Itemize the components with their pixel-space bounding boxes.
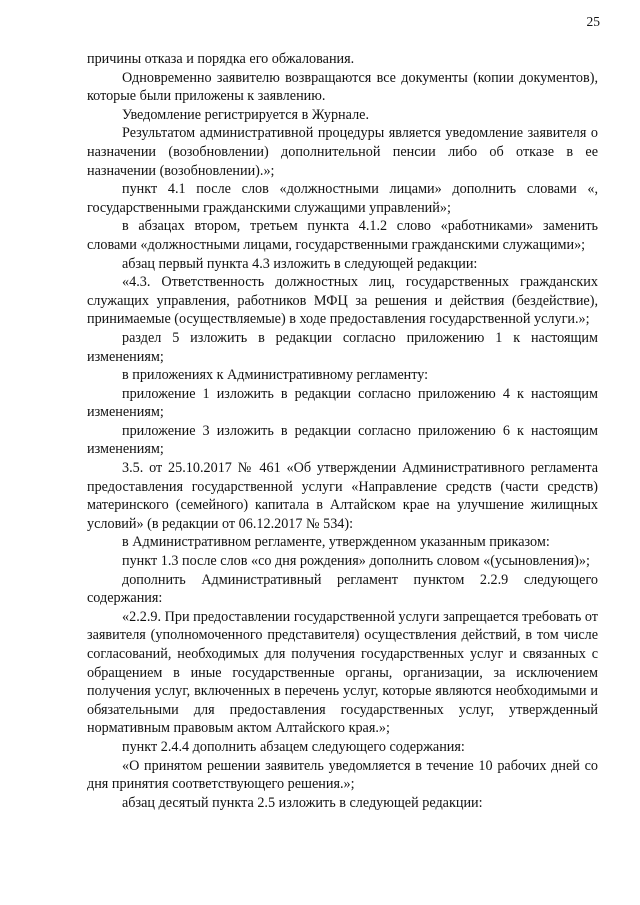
paragraph: пункт 1.3 после слов «со дня рождения» дополнить словом «(усыновления)»; — [122, 553, 590, 570]
paragraph: в приложениях к Административному регламенту: — [122, 367, 429, 384]
paragraph: «2.2.9. При предоставлении государственной услуги запрещается требовать от заявителя (уполномоченного представителя) осуществления действий, в том числе согласований, необходимых для получения государственных услуг и связанных с обращением в иные государственные органы, организации, за исключением получения услуг, включенных в перечень услуг, которые являются необходимыми и обязательными для предоставления государственных услуг, утвержденный нормативным правовым актом Алтайского края.»; — [87, 608, 598, 737]
paragraph: приложение 1 изложить в редакции согласно приложению 4 к настоящим изменениям; — [87, 385, 598, 421]
paragraph: в абзацах втором, третьем пункта 4.1.2 слово «работниками» заменить словами «должностными лицами, государственными гражданскими служащими»; — [87, 218, 598, 253]
paragraph: 3.5. от 25.10.2017 № 461 «Об утверждении Административного регламента предоставления государственной услуги «Направление средств (части средств) материнского (семейного) капитала в Алтайском крае на улучшение жилищных условий» (в редакции от 06.12.2017 № 534): — [87, 460, 598, 532]
paragraph: Результатом административной процедуры является уведомление заявителя о назначении (возобновлении) дополнительной пенсии либо об отказе в ее назначении (возобновлении).»; — [87, 125, 598, 179]
paragraph: абзац десятый пункта 2.5 изложить в следующей редакции: — [122, 794, 483, 811]
paragraph: «О принятом решении заявитель уведомляется в течение 10 рабочих дней со дня принятия соответствующего решения.»; — [87, 757, 598, 793]
document-body — [87, 50, 598, 812]
paragraph: «4.3. Ответственность должностных лиц, государственных гражданских служащих управления, работников МФЦ за решения и действия (бездействие), принимаемые (осуществляемые) в ходе предоставления государственной услуги.»; — [87, 274, 598, 328]
paragraph: Одновременно заявителю возвращаются все документы (копии документов), которые были приложены к заявлению. — [87, 69, 598, 105]
paragraph: пункт 2.4.4 дополнить абзацем следующего содержания: — [122, 738, 465, 755]
paragraph: абзац первый пункта 4.3 изложить в следующей редакции: — [122, 255, 478, 272]
paragraph: приложение 3 изложить в редакции согласно приложению 6 к настоящим изменениям; — [87, 422, 598, 458]
paragraph: дополнить Административный регламент пунктом 2.2.9 следующего содержания: — [87, 571, 598, 607]
paragraph: в Административном регламенте, утвержденном указанным приказом: — [122, 534, 550, 551]
paragraph: причины отказа и порядка его обжалования. — [87, 51, 355, 67]
paragraph: Уведомление регистрируется в Журнале. — [122, 106, 369, 123]
page-number: 25 — [586, 14, 600, 29]
paragraph: раздел 5 изложить в редакции согласно приложению 1 к настоящим изменениям; — [87, 329, 598, 365]
paragraph: пункт 4.1 после слов «должностными лицами» дополнить словами «, государственными гражданскими служащими управлений»; — [87, 181, 598, 216]
